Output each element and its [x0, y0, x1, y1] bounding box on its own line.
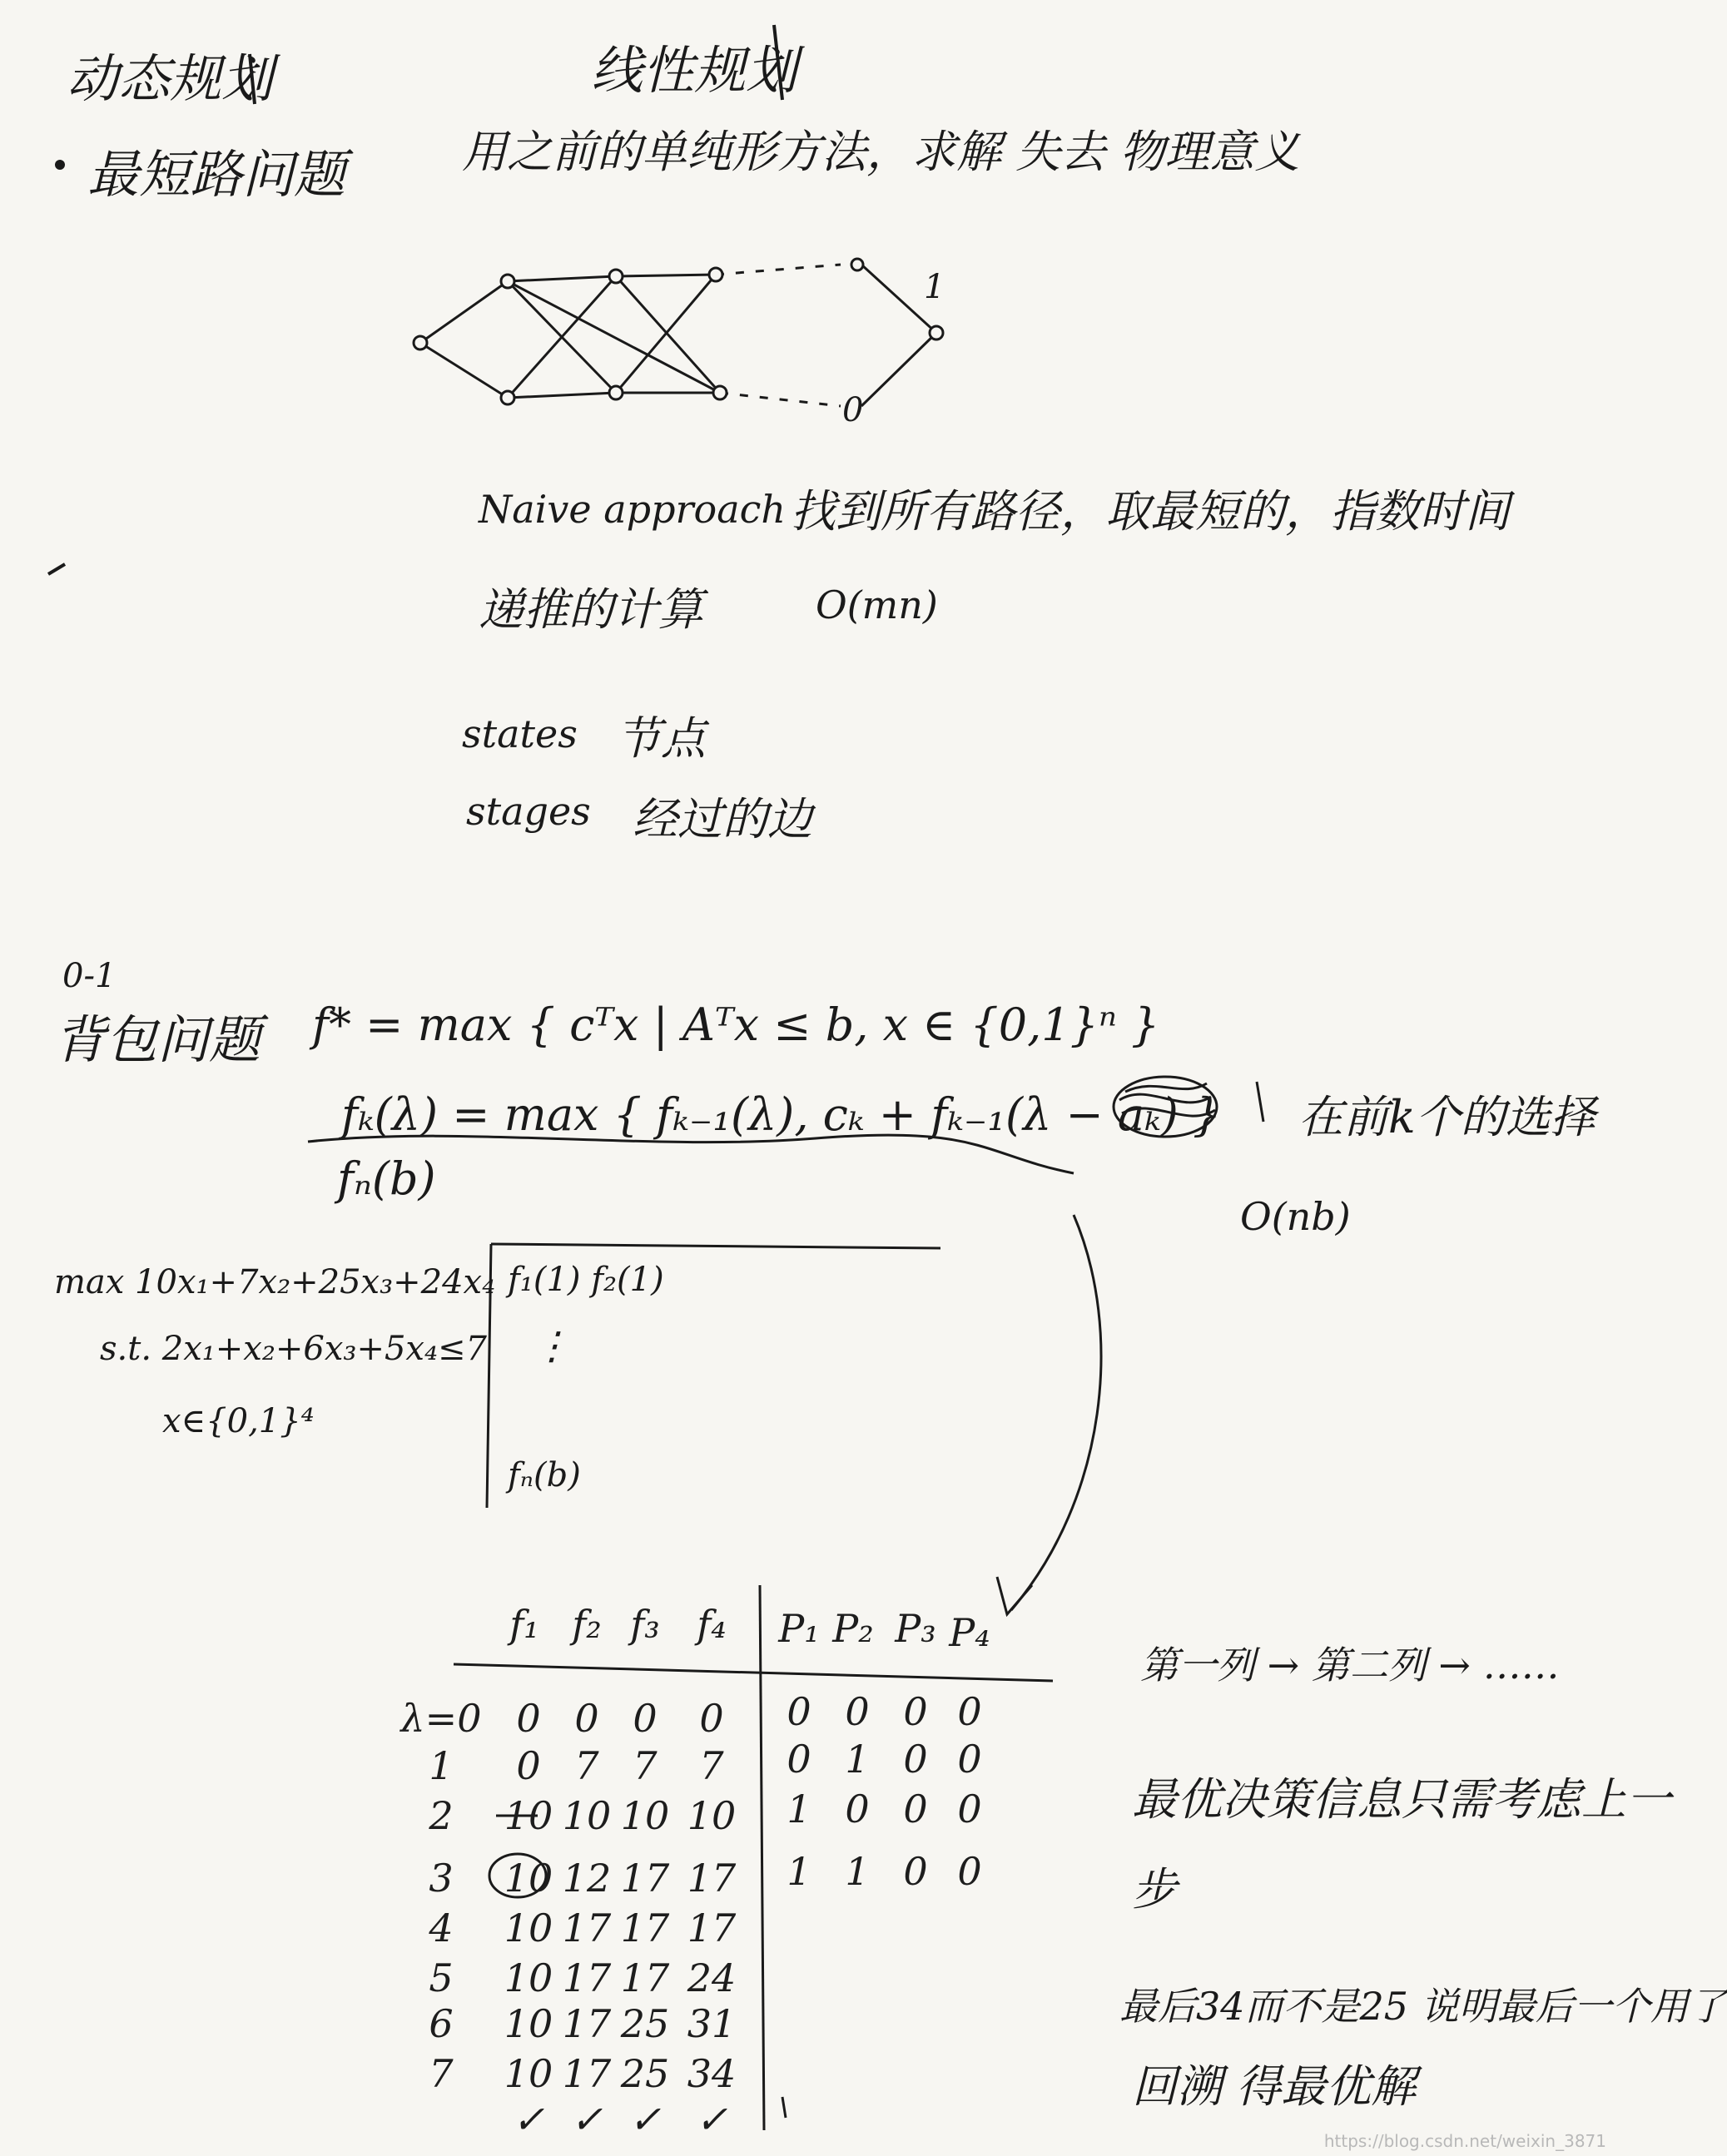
p-cell: 0 [845, 1787, 870, 1831]
f-cell: 10 [620, 1793, 670, 1838]
f-cell: 10 [504, 1906, 553, 1950]
lambda-label: 3 [429, 1856, 454, 1901]
p-cell: 1 [787, 1849, 811, 1894]
graph-end-top: 1 [924, 268, 945, 306]
p-cell: 0 [903, 1787, 928, 1831]
lambda-label: 2 [429, 1793, 454, 1838]
f-cell: 10 [562, 1793, 612, 1838]
lambda-label: 1 [429, 1743, 454, 1788]
bullet-dot [55, 160, 65, 170]
network-graph [414, 259, 943, 406]
lambda-label: 6 [429, 2001, 454, 2046]
f-box-top: f₁(1) f₂(1) [508, 1261, 664, 1299]
example-domain: x∈{0,1}⁴ [162, 1402, 315, 1440]
lambda-label: λ=0 [400, 1696, 482, 1741]
p-cell: 0 [845, 1689, 870, 1734]
p-cell: 0 [903, 1849, 928, 1894]
f-cell: 0 [516, 1743, 541, 1788]
shortest-path-title: 最短路问题 [87, 144, 346, 205]
lambda-label: 5 [429, 1955, 454, 2000]
p-header: P₃ [895, 1606, 936, 1651]
knapsack-final: fₙ(b) [337, 1152, 436, 1205]
stages-label: stages [466, 789, 591, 834]
f-header: f₁ [509, 1602, 539, 1647]
f-cell: 7 [574, 1743, 599, 1788]
f-box-bottom: fₙ(b) [508, 1456, 581, 1494]
f-cell: 31 [687, 2001, 737, 2046]
lambda-label: 4 [429, 1906, 454, 1950]
states-value: 节点 [616, 712, 706, 765]
f-header: f₃ [630, 1602, 660, 1647]
p-cell: 0 [957, 1849, 982, 1894]
graph-end-bottom: 0 [842, 391, 864, 429]
top-left-title: 动态规划 [67, 48, 274, 109]
check-mark: ✓ [570, 2097, 603, 2142]
f-cell: 24 [687, 1955, 737, 2000]
f-cell: 25 [620, 2001, 670, 2046]
p-cell: 0 [957, 1737, 982, 1782]
p-cell: 0 [787, 1737, 811, 1782]
note-line-2: 步 [1132, 1863, 1177, 1916]
f-header: f₂ [572, 1602, 602, 1647]
f-header: f₄ [697, 1602, 727, 1647]
p-cell: 1 [845, 1849, 870, 1894]
states-label: states [462, 711, 578, 756]
f-cell: 10 [504, 1856, 553, 1901]
note-line-4: 回溯 得最优解 [1132, 2060, 1417, 2113]
f-cell: 0 [633, 1696, 658, 1741]
stray-tick [782, 2097, 786, 2118]
naive-approach-note: 找到所有路径，取最短的，指数时间 [791, 485, 1510, 538]
watermark: https://blog.csdn.net/weixin_3871 [1323, 2131, 1606, 2151]
f-cell: 17 [620, 1955, 670, 2000]
example-objective: max 10x₁+7x₂+25x₃+24x₄ [54, 1263, 496, 1301]
check-mark: ✓ [695, 2097, 728, 2142]
f-cell: 17 [562, 2051, 612, 2096]
note-column-order: 第一列 → 第二列 → …… [1140, 1643, 1560, 1688]
f-cell: 17 [620, 1906, 670, 1950]
f-cell: 10 [687, 1793, 737, 1838]
p-header: P₁ [778, 1606, 820, 1651]
f-cell: 17 [687, 1906, 737, 1950]
p-cell: 1 [787, 1787, 811, 1831]
f-cell: 10 [504, 2051, 553, 2096]
recursive-note: 递推的计算 [479, 583, 703, 636]
curved-arrow [997, 1215, 1101, 1614]
f-cell: 0 [516, 1696, 541, 1741]
p-cell: 0 [903, 1737, 928, 1782]
check-mark: ✓ [628, 2097, 662, 2142]
naive-approach-label: Naive approach [479, 487, 787, 532]
shortest-path-note: 用之前的单纯形方法，求解 失去 物理意义 [462, 126, 1300, 178]
f-cell: 17 [562, 1906, 612, 1950]
stray-mark [48, 564, 65, 574]
p-header: P₄ [949, 1610, 990, 1655]
knapsack-complexity: O(nb) [1240, 1194, 1351, 1239]
f-cell: 10 [504, 2001, 553, 2046]
f-cell: 34 [687, 2051, 737, 2096]
check-mark: ✓ [512, 2097, 545, 2142]
p-cell: 0 [957, 1689, 982, 1734]
f-cell: 7 [633, 1743, 658, 1788]
knapsack-objective: f* = max { cᵀx | Aᵀx ≤ b, x ∈ {0,1}ⁿ } [312, 999, 1160, 1051]
f-cell: 12 [562, 1856, 612, 1901]
p-cell: 0 [903, 1689, 928, 1734]
f-cell: 17 [687, 1856, 737, 1901]
note-line-1: 最优决策信息只需考虑上一 [1132, 1773, 1671, 1826]
recursive-complexity: O(mn) [816, 582, 938, 627]
p-cell: 0 [787, 1689, 811, 1734]
p-cell: 1 [845, 1737, 870, 1782]
f-cell: 25 [620, 2051, 670, 2096]
knapsack-side-note: 在前k个的选择 [1298, 1091, 1595, 1143]
f-cell: 0 [699, 1696, 724, 1741]
p-header: P₂ [832, 1606, 874, 1651]
f-cell: 17 [562, 2001, 612, 2046]
knapsack-prefix: 0-1 [62, 957, 117, 995]
f-cell: 17 [562, 1955, 612, 2000]
stages-value: 经过的边 [633, 793, 812, 845]
p-cell: 0 [957, 1787, 982, 1831]
example-constraint: s.t. 2x₁+x₂+6x₃+5x₄≤7 [100, 1330, 487, 1368]
note-line-3: 最后34而不是25 说明最后一个用了 [1119, 1984, 1727, 2029]
knapsack-recurrence: fₖ(λ) = max { fₖ₋₁(λ), cₖ + fₖ₋₁(λ − aₖ) } [341, 1088, 1222, 1141]
f-cell: 0 [574, 1696, 599, 1741]
f-cell: 17 [620, 1856, 670, 1901]
f-box-dots: ⋮ [533, 1323, 571, 1368]
top-center-title: 线性规划 [591, 40, 798, 101]
lambda-label: 7 [429, 2051, 454, 2096]
f-cell: 10 [504, 1955, 553, 2000]
knapsack-title: 背包问题 [54, 1009, 261, 1070]
f-cell: 7 [699, 1743, 724, 1788]
f-cell: 10 [504, 1793, 553, 1838]
